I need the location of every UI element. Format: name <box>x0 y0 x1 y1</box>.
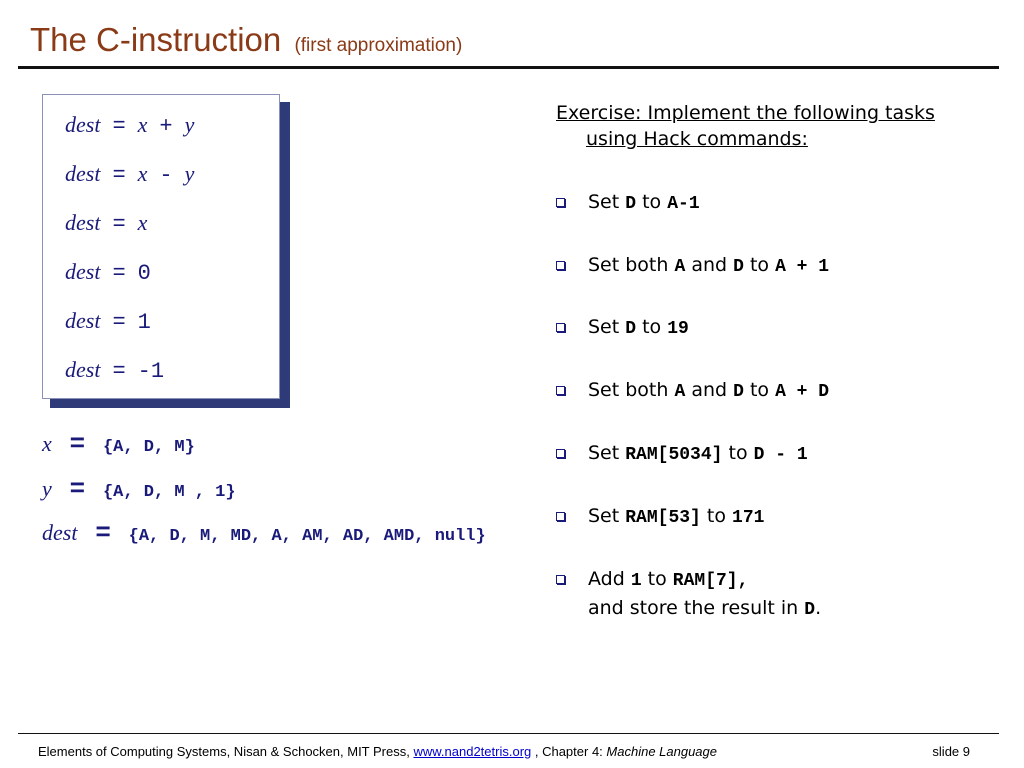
code-line: dest = x - y <box>65 161 195 188</box>
bullet-icon <box>556 575 565 584</box>
footer-citation: Elements of Computing Systems, Nisan & Schocken, MIT Press, www.nand2tetris.org , Chapter 4: Machine Language <box>38 744 717 759</box>
website-link[interactable]: www.nand2tetris.org <box>413 744 532 759</box>
title-divider <box>18 66 999 69</box>
code-line: dest = 1 <box>65 308 151 335</box>
code-line: dest = x + y <box>65 112 195 139</box>
code-line: dest = -1 <box>65 357 165 384</box>
title-subtitle: (first approximation) <box>294 35 463 56</box>
exercise-task: Set D to A-1 <box>556 189 996 218</box>
bullet-icon <box>556 386 565 395</box>
exercise-task: Set both A and D to A + 1 <box>556 252 996 281</box>
definition-dest: dest = {A, D, M, MD, A, AM, AD, AMD, null} <box>42 516 486 546</box>
slide-title <box>30 20 462 66</box>
bullet-icon <box>556 198 565 207</box>
bullet-icon <box>556 261 565 270</box>
exercise-task: Set both A and D to A + D <box>556 377 996 406</box>
footer-divider <box>18 733 999 734</box>
bullet-icon <box>556 449 565 458</box>
exercise-task: Set RAM[5034] to D - 1 <box>556 440 996 469</box>
exercise-task: Set D to 19 <box>556 314 996 343</box>
exercise-task: Set RAM[53] to 171 <box>556 503 996 532</box>
code-line: dest = x <box>65 210 148 237</box>
code-box <box>42 94 280 399</box>
slide-number: slide 9 <box>932 744 970 759</box>
exercise-task: Add 1 to RAM[7], and store the result in D. <box>556 566 996 624</box>
definition-y: y = {A, D, M , 1} <box>42 472 236 502</box>
code-line: dest = 0 <box>65 259 151 286</box>
definition-x: x = {A, D, M} <box>42 427 195 457</box>
exercise-title: Exercise: Implement the following tasks using Hack commands: <box>556 102 935 150</box>
bullet-icon <box>556 323 565 332</box>
bullet-icon <box>556 512 565 521</box>
title-main: The C-instruction <box>30 21 282 58</box>
